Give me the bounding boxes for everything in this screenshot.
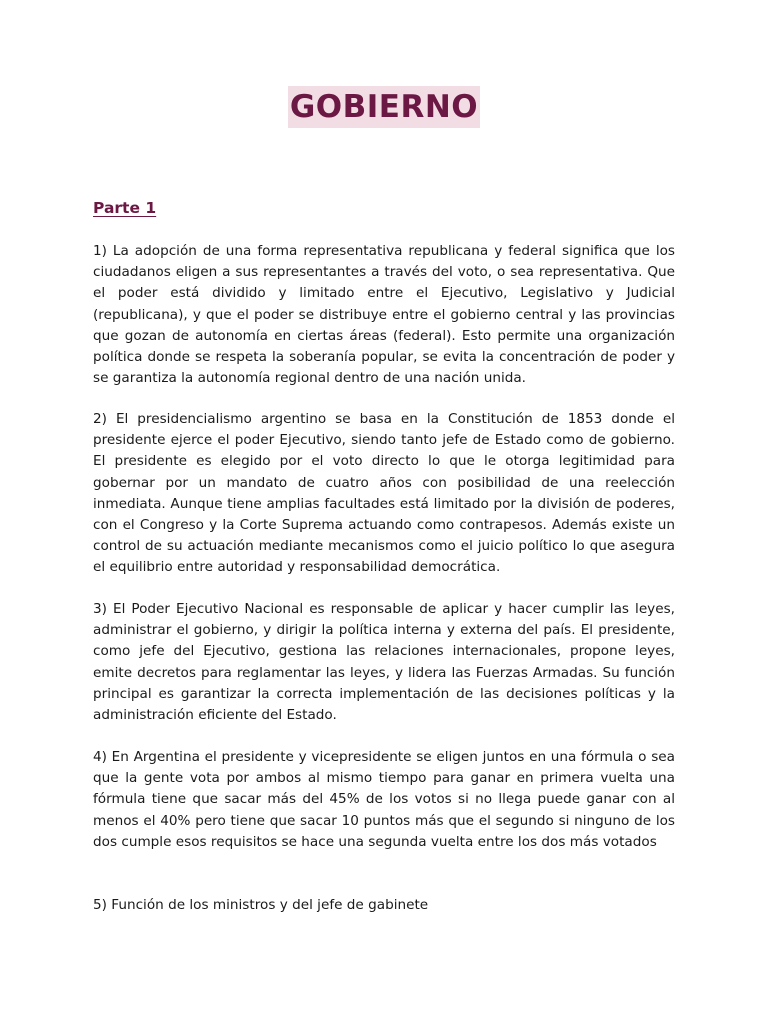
paragraph-1: 1) La adopción de una forma representativa republicana y federal significa que los ciudadanos eligen a sus representantes a través del voto, o sea representativa. Que el poder está dividido y limitado entre el Ejecutivo, Legislativo y Judicial (republicana), y que el poder se distribuye entre el gobierno central y las provincias que gozan de autonomía en ciertas áreas (federal). Esto permite una organización política donde se respeta la soberanía popular, se evita la concentración de poder y se garantiza la autonomía regional dentro de una nación unida. [93, 243, 675, 387]
paragraph-5: 5) Función de los ministros y del jefe de gabinete [93, 897, 429, 913]
title-wrapper [0, 86, 768, 128]
document-title: GOBIERNO [288, 86, 480, 128]
section-heading: Parte 1 [93, 199, 157, 217]
paragraph-4: 4) En Argentina el presidente y vicepresidente se eligen juntos en una fórmula o sea que la gente vota por ambos al mismo tiempo para ganar en primera vuelta una fórmula tiene que sacar más del 45% de los votos si no llega puede ganar con al menos el 40% pero tiene que sacar 10 puntos más que el segundo si ninguno de los dos cumple esos requisitos se hace una segunda vuelta entre los dos más votados [93, 749, 675, 850]
paragraph-2: 2) El presidencialismo argentino se basa en la Constitución de 1853 donde el presidente ejerce el poder Ejecutivo, siendo tanto jefe de Estado como de gobierno. El presidente es elegido por el voto directo lo que le otorga legitimidad para gobernar por un mandato de cuatro años con posibilidad de una reelección inmediata. Aunque tiene amplias facultades está limitado por la división de poderes, con el Congreso y la Corte Suprema actuando como contrapesos. Además existe un control de su actuación mediante mecanismos como el juicio político lo que asegura el equilibrio entre autoridad y responsabilidad democrática. [93, 411, 675, 576]
paragraph-3: 3) El Poder Ejecutivo Nacional es responsable de aplicar y hacer cumplir las leyes, administrar el gobierno, y dirigir la política interna y externa del país. El presidente, como jefe del Ejecutivo, gestiona las relaciones internacionales, propone leyes, emite decretos para reglamentar las leyes, y lidera las Fuerzas Armadas. Su función principal es garantizar la correcta implementación de las decisiones políticas y la administración eficiente del Estado. [93, 601, 675, 724]
